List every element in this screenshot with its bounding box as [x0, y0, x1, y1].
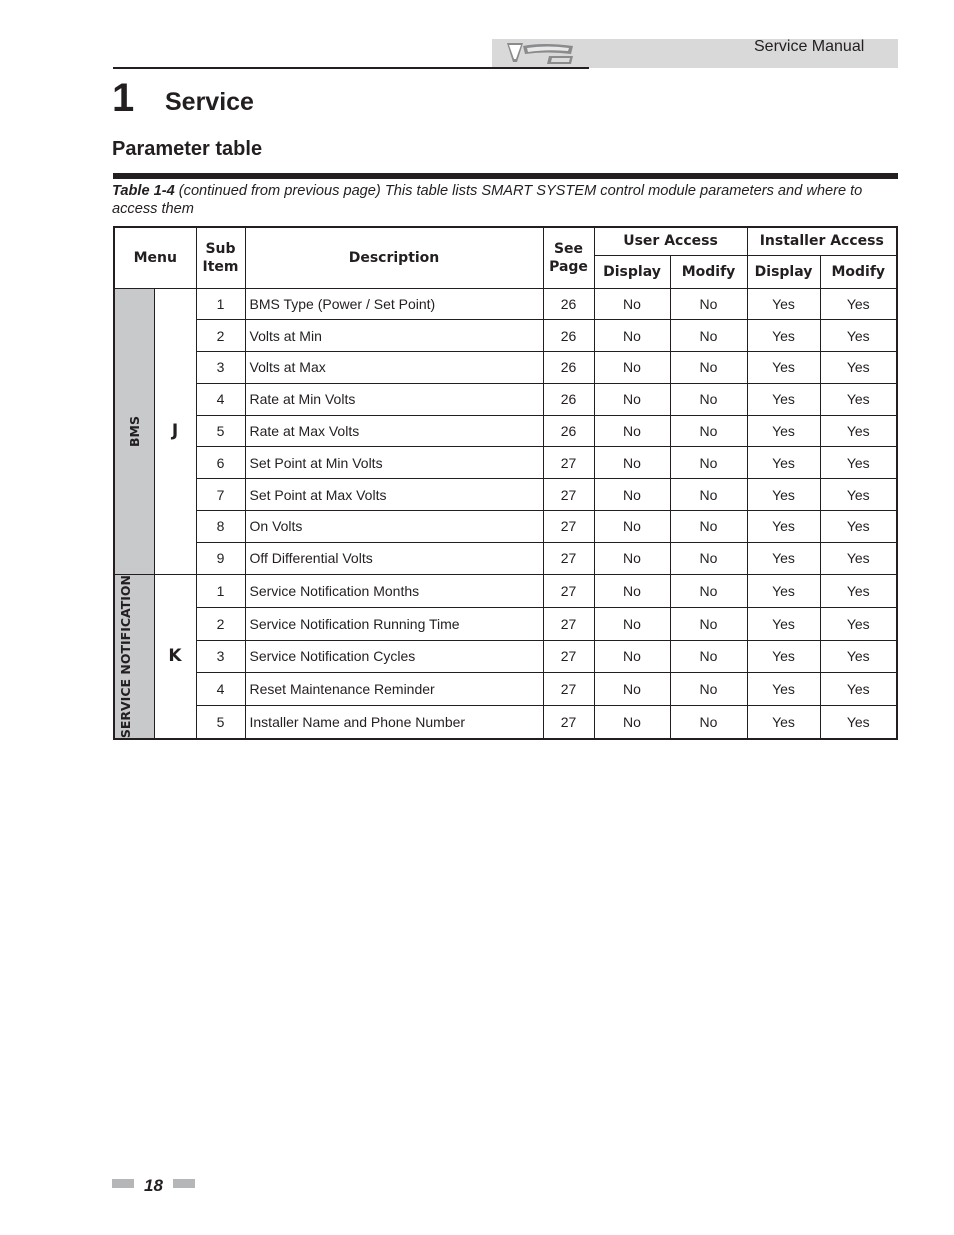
- user-modify: No: [670, 673, 747, 706]
- installer-display: Yes: [747, 511, 820, 543]
- installer-display: Yes: [747, 673, 820, 706]
- user-display: No: [594, 320, 670, 352]
- sub-item: 4: [196, 383, 245, 415]
- table-row: [114, 479, 897, 511]
- see-page: 26: [543, 320, 594, 352]
- group-letter: K: [168, 646, 182, 667]
- group-label-bms: [114, 288, 154, 574]
- table-row: [114, 574, 897, 607]
- header-rule: [113, 67, 589, 69]
- sub-item: 3: [196, 640, 245, 673]
- user-display: No: [594, 706, 670, 739]
- group-label-service-notification: [114, 574, 154, 739]
- see-page: 27: [543, 607, 594, 640]
- see-page: 26: [543, 383, 594, 415]
- user-display: No: [594, 447, 670, 479]
- group-name: BMS: [126, 415, 142, 447]
- installer-modify: Yes: [820, 288, 897, 320]
- see-page: 26: [543, 288, 594, 320]
- user-display: No: [594, 511, 670, 543]
- description: On Volts: [245, 511, 543, 543]
- user-display: No: [594, 415, 670, 447]
- installer-display: Yes: [747, 447, 820, 479]
- see-page: 27: [543, 673, 594, 706]
- table-row: [114, 673, 897, 706]
- see-page: 27: [543, 706, 594, 739]
- sub-item: 4: [196, 673, 245, 706]
- description: BMS Type (Power / Set Point): [245, 288, 543, 320]
- installer-modify: Yes: [820, 706, 897, 739]
- see-page: 26: [543, 352, 594, 384]
- user-modify: No: [670, 415, 747, 447]
- table-row: [114, 542, 897, 574]
- see-page: 27: [543, 574, 594, 607]
- group-name: SERVICE NOTIFICATION: [118, 574, 134, 738]
- see-page: 27: [543, 640, 594, 673]
- installer-modify: Yes: [820, 320, 897, 352]
- header-sub-item: Sub Item: [196, 227, 245, 288]
- header-user-access: User Access: [594, 227, 747, 255]
- user-modify: No: [670, 320, 747, 352]
- see-page: 27: [543, 511, 594, 543]
- description: Rate at Max Volts: [245, 415, 543, 447]
- header-user-modify: Modify: [670, 255, 747, 288]
- subsection-title: Parameter table: [112, 138, 263, 160]
- footer-bar-right: [173, 1179, 195, 1188]
- user-display: No: [594, 607, 670, 640]
- description: Set Point at Max Volts: [245, 479, 543, 511]
- table-row: [114, 447, 897, 479]
- description: Set Point at Min Volts: [245, 447, 543, 479]
- description: Service Notification Cycles: [245, 640, 543, 673]
- user-display: No: [594, 352, 670, 384]
- installer-modify: Yes: [820, 415, 897, 447]
- installer-display: Yes: [747, 288, 820, 320]
- description: Rate at Min Volts: [245, 383, 543, 415]
- sub-item: 2: [196, 607, 245, 640]
- header-installer-modify: Modify: [820, 255, 897, 288]
- sub-item: 9: [196, 542, 245, 574]
- sub-item: 3: [196, 352, 245, 384]
- installer-display: Yes: [747, 542, 820, 574]
- table-row: [114, 511, 897, 543]
- user-modify: No: [670, 511, 747, 543]
- header-see-page: See Page: [543, 227, 594, 288]
- user-modify: No: [670, 383, 747, 415]
- footer-bar-left: [112, 1179, 134, 1188]
- user-modify: No: [670, 574, 747, 607]
- group-letter-cell: [154, 574, 196, 739]
- user-modify: No: [670, 706, 747, 739]
- installer-display: Yes: [747, 383, 820, 415]
- title-rule: [113, 173, 898, 179]
- installer-modify: Yes: [820, 542, 897, 574]
- installer-modify: Yes: [820, 640, 897, 673]
- sub-item: 7: [196, 479, 245, 511]
- header-installer-display: Display: [747, 255, 820, 288]
- table-row: [114, 640, 897, 673]
- installer-display: Yes: [747, 640, 820, 673]
- installer-display: Yes: [747, 479, 820, 511]
- section-number: 1: [112, 76, 135, 120]
- table-caption: [112, 182, 902, 218]
- user-display: No: [594, 574, 670, 607]
- parameter-table: [113, 226, 898, 740]
- description: Service Notification Months: [245, 574, 543, 607]
- description: Volts at Max: [245, 352, 543, 384]
- user-modify: No: [670, 447, 747, 479]
- installer-modify: Yes: [820, 447, 897, 479]
- sub-item: 8: [196, 511, 245, 543]
- table-row: [114, 383, 897, 415]
- sub-item: 5: [196, 706, 245, 739]
- installer-modify: Yes: [820, 479, 897, 511]
- knight-xl-logo: [503, 40, 577, 66]
- table-row: [114, 320, 897, 352]
- installer-display: Yes: [747, 352, 820, 384]
- sub-item: 1: [196, 288, 245, 320]
- user-modify: No: [670, 607, 747, 640]
- user-modify: No: [670, 288, 747, 320]
- user-display: No: [594, 479, 670, 511]
- user-modify: No: [670, 352, 747, 384]
- sub-item: 6: [196, 447, 245, 479]
- installer-modify: Yes: [820, 607, 897, 640]
- installer-modify: Yes: [820, 352, 897, 384]
- installer-display: Yes: [747, 574, 820, 607]
- description: Reset Maintenance Reminder: [245, 673, 543, 706]
- table-row: [114, 415, 897, 447]
- installer-modify: Yes: [820, 383, 897, 415]
- sub-item: 1: [196, 574, 245, 607]
- user-display: No: [594, 542, 670, 574]
- user-display: No: [594, 640, 670, 673]
- installer-display: Yes: [747, 607, 820, 640]
- sub-item: 5: [196, 415, 245, 447]
- table-row: [114, 288, 897, 320]
- caption-label: Table 1-4: [112, 183, 175, 199]
- user-display: No: [594, 383, 670, 415]
- group-letter-cell: [154, 288, 196, 574]
- installer-modify: Yes: [820, 511, 897, 543]
- caption-text: (continued from previous page) This table lists SMART SYSTEM control module parameters and where to access them: [112, 183, 863, 217]
- installer-display: Yes: [747, 415, 820, 447]
- description: Service Notification Running Time: [245, 607, 543, 640]
- see-page: 27: [543, 542, 594, 574]
- table-body: [114, 288, 897, 739]
- description: Installer Name and Phone Number: [245, 706, 543, 739]
- header-installer-access: Installer Access: [747, 227, 897, 255]
- header-user-display: Display: [594, 255, 670, 288]
- installer-display: Yes: [747, 706, 820, 739]
- see-page: 27: [543, 447, 594, 479]
- installer-modify: Yes: [820, 673, 897, 706]
- description: Off Differential Volts: [245, 542, 543, 574]
- see-page: 27: [543, 479, 594, 511]
- user-modify: No: [670, 542, 747, 574]
- description: Volts at Min: [245, 320, 543, 352]
- group-letter: J: [171, 421, 179, 442]
- manual-label: Service Manual: [754, 38, 865, 55]
- see-page: 26: [543, 415, 594, 447]
- installer-display: Yes: [747, 320, 820, 352]
- user-display: No: [594, 288, 670, 320]
- user-modify: No: [670, 479, 747, 511]
- user-modify: No: [670, 640, 747, 673]
- table-row: [114, 706, 897, 739]
- header-menu: Menu: [114, 227, 196, 288]
- page-number: 18: [144, 1176, 163, 1195]
- installer-modify: Yes: [820, 574, 897, 607]
- user-display: No: [594, 673, 670, 706]
- section-title: Service: [165, 88, 254, 116]
- header-description: Description: [245, 227, 543, 288]
- table-row: [114, 607, 897, 640]
- table-row: [114, 352, 897, 384]
- sub-item: 2: [196, 320, 245, 352]
